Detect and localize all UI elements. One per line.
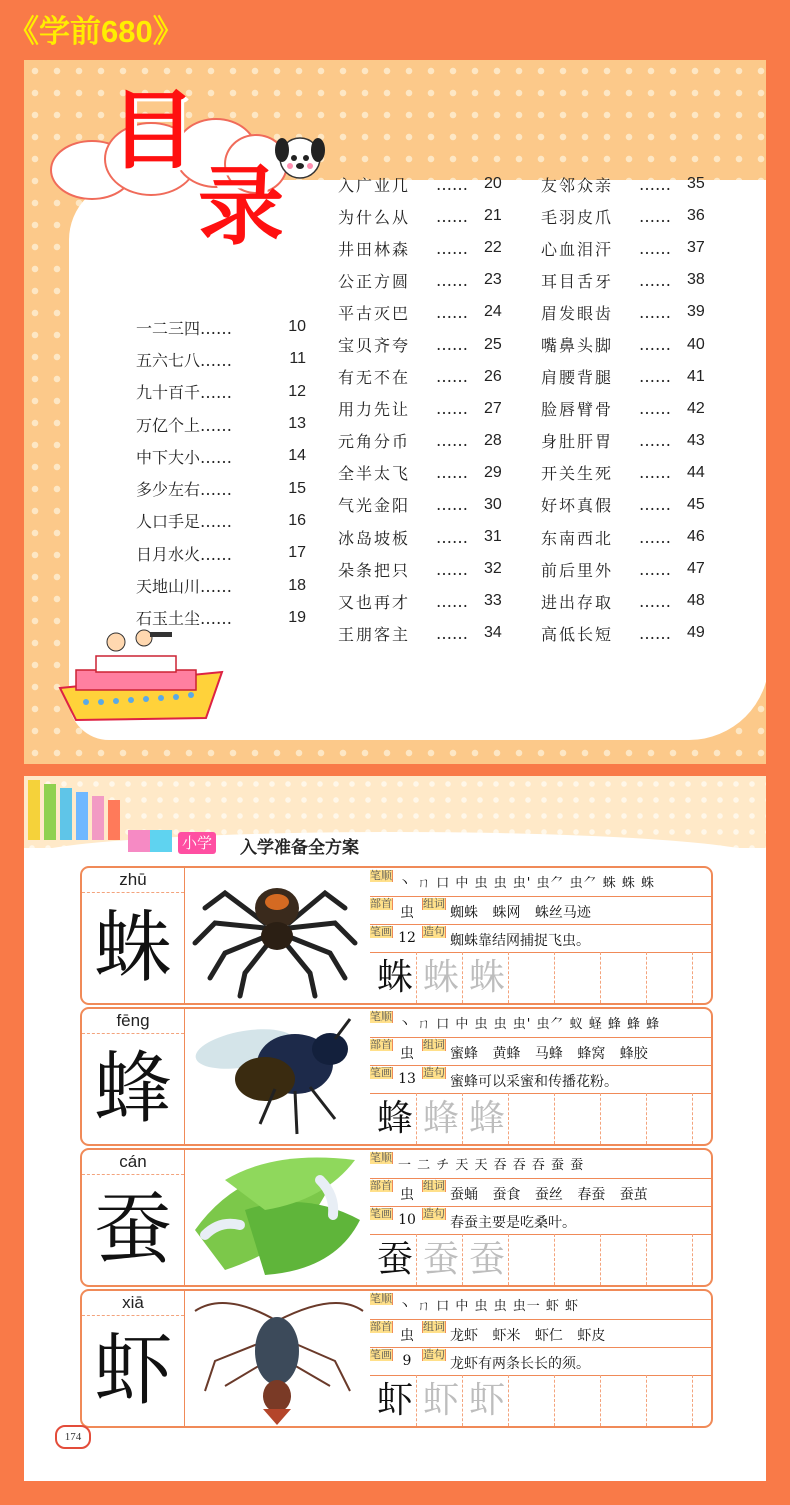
main-character: 蜂 (93, 1044, 172, 1134)
toc-entry-dots: …… (436, 591, 468, 611)
toc-entry-page: 47 (687, 560, 705, 578)
toc-entry-page: 12 (288, 382, 306, 400)
compose-words: 蜘蛛 蛛网 蛛丝马迹 (450, 905, 591, 921)
toc-entry[interactable] (541, 489, 711, 521)
toc-entry-title: 朵条把只 (338, 560, 411, 580)
character-card (80, 1148, 713, 1287)
toc-entry-page: 46 (687, 528, 705, 546)
toc-entry[interactable] (338, 617, 508, 649)
label-stroke-count: 笔画 (370, 1207, 392, 1220)
toc-entry-dots: …… (436, 527, 468, 547)
toc-entry-title: 宝贝齐夸 (338, 336, 411, 356)
practice-char-trace: 蜂 (468, 1098, 505, 1139)
toc-entry-title: 前后里外 (541, 560, 614, 580)
toc-entry-dots: …… (200, 480, 233, 500)
example-sentence: 蜘蛛靠结网捕捉飞虫。 (450, 933, 590, 949)
toc-entry-title: 日月水火 (136, 544, 201, 564)
toc-entry[interactable] (338, 264, 508, 296)
toc-heading (88, 81, 278, 257)
toc-entry-title: 入广业几 (338, 175, 411, 195)
toc-entry[interactable] (338, 393, 508, 425)
pinyin: xiā (82, 1291, 184, 1316)
toc-entry[interactable] (541, 168, 711, 200)
label-radical: 部首 (370, 897, 392, 910)
practice-char: 蛛 (376, 957, 413, 998)
toc-entry-page: 48 (687, 592, 705, 610)
toc-entry-title: 友邻众亲 (541, 175, 614, 195)
stroke-order: 丶 ㄇ 口 中 虫 虫 虫' 虫⺈ 虫⺈ 蛛 蛛 蛛 (398, 876, 656, 891)
toc-entry-title: 石玉土尘 (136, 609, 201, 629)
toc-entry[interactable] (541, 264, 711, 296)
example-sentence: 蜜蜂可以采蜜和传播花粉。 (450, 1074, 618, 1090)
toc-entry-page: 19 (288, 608, 306, 626)
toc-entry-title: 又也再才 (338, 592, 411, 612)
toc-entry-page: 39 (687, 303, 705, 321)
toc-entry-dots: …… (436, 399, 468, 419)
toc-entry-dots: …… (436, 431, 468, 451)
toc-entry[interactable] (136, 440, 306, 472)
toc-entry-page: 15 (288, 479, 306, 497)
toc-entry-title: 东南西北 (541, 528, 614, 548)
character-card (80, 866, 713, 1005)
toc-entry-dots: …… (200, 383, 233, 403)
toc-column-1 (136, 311, 306, 634)
radical-row (370, 896, 711, 925)
toc-entry-dots: …… (639, 174, 671, 194)
sentence-row (370, 1206, 711, 1235)
toc-entry[interactable] (136, 343, 306, 375)
practice-char-trace: 蛛 (468, 957, 505, 998)
label-make-sentence: 造句 (423, 925, 445, 938)
toc-entry[interactable] (136, 472, 306, 504)
sentence-row (370, 1065, 711, 1094)
toc-entry-dots: …… (200, 512, 233, 532)
toc-entry-title: 万亿个上 (136, 415, 201, 435)
label-radical: 部首 (370, 1320, 392, 1333)
toc-entry-page: 29 (484, 463, 502, 481)
toc-entry-title: 多少左右 (136, 480, 201, 500)
toc-entry-title: 脸唇臂骨 (541, 400, 614, 420)
toc-column-2 (338, 168, 508, 649)
toc-entry-page: 27 (484, 399, 502, 417)
toc-entry-title: 进出存取 (541, 592, 614, 612)
label-strokes: 笔顺 (370, 1151, 392, 1164)
toc-entry[interactable] (136, 408, 306, 440)
toc-entry-page: 31 (484, 528, 502, 546)
toc-entry[interactable] (136, 537, 306, 569)
label-strokes: 笔顺 (370, 869, 392, 882)
puppy-icon (272, 128, 328, 184)
toc-entry[interactable] (338, 489, 508, 521)
stroke-order-row (370, 868, 711, 897)
label-compose-words: 组词 (423, 897, 445, 910)
radical-row (370, 1319, 711, 1348)
toc-entry-title: 毛羽皮爪 (541, 207, 614, 227)
practice-char-trace: 蛛 (422, 957, 459, 998)
toc-entry-title: 人口手足 (136, 512, 201, 532)
toc-entry[interactable] (541, 328, 711, 360)
toc-entry-page: 33 (484, 592, 502, 610)
spider-image (185, 868, 369, 1003)
radical-value: 虫 (400, 905, 414, 921)
toc-entry-dots: …… (639, 367, 671, 387)
toc-entry[interactable] (338, 328, 508, 360)
toc-entry[interactable] (541, 585, 711, 617)
compose-words: 蜜蜂 黄蜂 马蜂 蜂窝 蜂胶 (450, 1046, 648, 1062)
pinyin: fēng (82, 1009, 184, 1034)
label-stroke-count: 笔画 (370, 1348, 392, 1361)
toc-entry-page: 26 (484, 367, 502, 385)
toc-entry-dots: …… (200, 577, 233, 597)
label-compose-words: 组词 (423, 1038, 445, 1051)
practice-char-trace: 虾 (468, 1380, 505, 1421)
toc-entry-dots: …… (639, 623, 671, 643)
bee-image (185, 1009, 369, 1144)
practice-char: 蜂 (376, 1098, 413, 1139)
character-card (80, 1007, 713, 1146)
toc-entry-page: 37 (687, 239, 705, 257)
stroke-order: 丶 ㄇ 口 中 虫 虫 虫一 虾 虾 (398, 1299, 580, 1314)
pinyin: zhū (82, 868, 184, 893)
lesson-subtitle: 入学准备全方案 (240, 838, 359, 858)
label-strokes: 笔顺 (370, 1292, 392, 1305)
toc-entry[interactable] (338, 521, 508, 553)
toc-entry[interactable] (541, 232, 711, 264)
lobster-image (185, 1291, 369, 1426)
stroke-order-row (370, 1009, 711, 1038)
practice-grid (370, 1234, 711, 1285)
toc-entry-dots: …… (436, 302, 468, 322)
label-make-sentence: 造句 (423, 1348, 445, 1361)
toc-entry-dots: …… (639, 399, 671, 419)
toc-entry-page: 43 (687, 431, 705, 449)
color-block (150, 830, 172, 852)
toc-entry-title: 身肚肝胃 (541, 432, 614, 452)
toc-entry[interactable] (338, 296, 508, 328)
xylophone-icon (24, 776, 124, 846)
toc-entry[interactable] (338, 168, 508, 200)
toc-heading-char: 目 (110, 81, 190, 181)
toc-entry-page: 20 (484, 175, 502, 193)
toc-entry-page: 40 (687, 335, 705, 353)
toc-entry-page: 28 (484, 431, 502, 449)
practice-char: 虾 (376, 1380, 413, 1421)
label-make-sentence: 造句 (423, 1066, 445, 1079)
silkworm-image (185, 1150, 369, 1285)
toc-entry-page: 30 (484, 495, 502, 513)
toc-entry-title: 心血泪汗 (541, 239, 614, 259)
toc-entry-page: 16 (288, 511, 306, 529)
label-radical: 部首 (370, 1179, 392, 1192)
radical-row (370, 1178, 711, 1207)
toc-entry[interactable] (541, 361, 711, 393)
label-make-sentence: 造句 (423, 1207, 445, 1220)
character-box (82, 868, 185, 1003)
practice-char-trace: 虾 (422, 1380, 459, 1421)
toc-entry-page: 25 (484, 335, 502, 353)
example-sentence: 龙虾有两条长长的须。 (450, 1356, 590, 1372)
toc-entry-page: 45 (687, 495, 705, 513)
radical-value: 虫 (400, 1328, 414, 1344)
toc-entry-dots: …… (639, 206, 671, 226)
character-card (80, 1289, 713, 1428)
practice-char-trace: 蜂 (422, 1098, 459, 1139)
toc-entry-title: 全半太飞 (338, 464, 411, 484)
toc-entry-dots: …… (200, 447, 233, 467)
toc-entry-page: 18 (288, 576, 306, 594)
toc-entry-page: 14 (288, 447, 306, 465)
character-box (82, 1009, 185, 1144)
sentence-row (370, 1347, 711, 1376)
toc-entry-dots: …… (436, 495, 468, 515)
toc-entry-dots: …… (200, 318, 233, 338)
toc-entry-dots: …… (436, 174, 468, 194)
toc-entry-page: 44 (687, 463, 705, 481)
pinyin: cán (82, 1150, 184, 1175)
toc-entry-dots: …… (639, 463, 671, 483)
label-stroke-count: 笔画 (370, 1066, 392, 1079)
character-info (370, 1291, 711, 1426)
toc-entry-title: 五六七八 (136, 350, 201, 370)
compose-words: 龙虾 虾米 虾仁 虾皮 (450, 1328, 606, 1344)
toc-entry-title: 一二三四 (136, 318, 201, 338)
label-compose-words: 组词 (423, 1320, 445, 1333)
toc-entry-page: 23 (484, 271, 502, 289)
stroke-order-row (370, 1291, 711, 1320)
toc-entry-title: 嘴鼻头脚 (541, 336, 614, 356)
toc-entry[interactable] (338, 585, 508, 617)
toc-entry-page: 22 (484, 239, 502, 257)
practice-char: 蚕 (376, 1239, 413, 1280)
header-bar (0, 0, 790, 56)
toc-entry-title: 九十百千 (136, 383, 201, 403)
toc-entry-title: 中下大小 (136, 447, 201, 467)
toc-entry[interactable] (541, 200, 711, 232)
stroke-count: 9 (402, 1353, 412, 1369)
toc-entry-dots: …… (639, 238, 671, 258)
practice-char-trace: 蚕 (468, 1239, 505, 1280)
label-stroke-count: 笔画 (370, 925, 392, 938)
toc-entry[interactable] (338, 553, 508, 585)
toc-entry-dots: …… (436, 367, 468, 387)
toc-entry-dots: …… (639, 335, 671, 355)
toc-entry[interactable] (136, 569, 306, 601)
example-sentence: 春蚕主要是吃桑叶。 (450, 1215, 576, 1231)
toc-entry-dots: …… (436, 270, 468, 290)
toc-entry-title: 耳目舌牙 (541, 271, 614, 291)
stroke-count: 13 (398, 1071, 416, 1087)
toc-entry[interactable] (541, 296, 711, 328)
toc-entry-dots: …… (200, 350, 233, 370)
toc-entry-page: 24 (484, 303, 502, 321)
toc-entry-title: 开关生死 (541, 464, 614, 484)
toc-entry-title: 为什么从 (338, 207, 411, 227)
main-character: 虾 (93, 1326, 172, 1416)
toc-entry-title: 平古灭巴 (338, 303, 411, 323)
toc-entry-page: 21 (484, 207, 502, 225)
toc-entry-page: 32 (484, 560, 502, 578)
toc-heading-char: 录 (198, 157, 278, 257)
toc-entry-page: 36 (687, 207, 705, 225)
toc-entry-title: 王朋客主 (338, 624, 411, 644)
label-radical: 部首 (370, 1038, 392, 1051)
toc-entry-title: 公正方圆 (338, 271, 411, 291)
compose-words: 蚕蛹 蚕食 蚕丝 春蚕 蚕茧 (450, 1187, 648, 1203)
toc-entry-dots: …… (639, 270, 671, 290)
toc-entry-page: 13 (288, 415, 306, 433)
toc-entry-title: 眉发眼齿 (541, 303, 614, 323)
toc-entry[interactable] (338, 232, 508, 264)
toc-entry-dots: …… (639, 527, 671, 547)
toc-entry[interactable] (136, 505, 306, 537)
toc-entry-dots: …… (436, 335, 468, 355)
toc-entry-page: 35 (687, 175, 705, 193)
toc-entry-page: 17 (288, 544, 306, 562)
main-character: 蛛 (93, 903, 172, 993)
color-block (128, 830, 150, 852)
toc-entry-dots: …… (639, 559, 671, 579)
toc-entry-title: 高低长短 (541, 624, 614, 644)
toc-entry[interactable] (338, 200, 508, 232)
practice-grid (370, 1375, 711, 1426)
toc-entry-title: 气光金阳 (338, 496, 411, 516)
stroke-count: 10 (398, 1212, 416, 1228)
toc-column-3 (541, 168, 711, 649)
toc-entry-page: 42 (687, 399, 705, 417)
stroke-order: 丶 ㄇ 口 中 虫 虫 虫' 虫⺈ 蚁 蛏 蜂 蜂 蜂 (398, 1017, 661, 1032)
toc-entry-title: 天地山川 (136, 577, 201, 597)
stroke-order: 一 二 チ 天 天 吞 吞 吞 蚕 蚕 (398, 1158, 585, 1173)
toc-entry[interactable] (541, 521, 711, 553)
toc-entry-page: 49 (687, 624, 705, 642)
radical-value: 虫 (400, 1046, 414, 1062)
character-info (370, 1009, 711, 1144)
toc-entry-dots: …… (436, 559, 468, 579)
toc-entry-title: 冰岛坡板 (338, 528, 411, 548)
toc-entry[interactable] (338, 425, 508, 457)
toc-entry-page: 11 (289, 350, 306, 368)
toc-entry-title: 好坏真假 (541, 496, 614, 516)
toc-entry-dots: …… (436, 463, 468, 483)
practice-char-trace: 蚕 (422, 1239, 459, 1280)
practice-grid (370, 1093, 711, 1144)
toc-entry-dots: …… (200, 415, 233, 435)
toc-entry-page: 38 (687, 271, 705, 289)
character-info (370, 868, 711, 1003)
school-badge: 小学 (178, 832, 216, 854)
character-box (82, 1291, 185, 1426)
book-title: 《学前680》 (8, 14, 184, 49)
toc-entry-dots: …… (200, 544, 233, 564)
radical-row (370, 1037, 711, 1066)
toc-entry-page: 34 (484, 624, 502, 642)
character-box (82, 1150, 185, 1285)
toc-entry-dots: …… (639, 591, 671, 611)
stroke-order-row (370, 1150, 711, 1179)
toc-entry-dots: …… (200, 609, 233, 629)
toc-entry[interactable] (541, 457, 711, 489)
toc-entry[interactable] (338, 361, 508, 393)
toc-entry-dots: …… (436, 206, 468, 226)
sentence-row (370, 924, 711, 953)
toc-entry-title: 井田林森 (338, 239, 411, 259)
toc-entry[interactable] (541, 553, 711, 585)
page-number: 174 (55, 1425, 91, 1449)
stroke-count: 12 (398, 930, 416, 946)
toc-entry-dots: …… (639, 302, 671, 322)
toc-entry-dots: …… (639, 495, 671, 515)
toc-entry-title: 元角分币 (338, 432, 411, 452)
toc-entry-title: 用力先让 (338, 400, 411, 420)
toc-entry-dots: …… (639, 431, 671, 451)
toc-entry-dots: …… (436, 623, 468, 643)
main-character: 蚕 (93, 1185, 172, 1275)
label-strokes: 笔顺 (370, 1010, 392, 1023)
toc-entry[interactable] (338, 457, 508, 489)
toc-entry-dots: …… (436, 238, 468, 258)
toc-entry[interactable] (541, 425, 711, 457)
toc-entry-title: 有无不在 (338, 368, 411, 388)
character-info (370, 1150, 711, 1285)
toc-entry[interactable] (541, 617, 711, 649)
toc-entry-page: 10 (288, 318, 306, 336)
practice-grid (370, 952, 711, 1003)
toc-entry[interactable] (136, 376, 306, 408)
toc-entry-title: 肩腰背腿 (541, 368, 614, 388)
toc-entry[interactable] (541, 393, 711, 425)
radical-value: 虫 (400, 1187, 414, 1203)
label-compose-words: 组词 (423, 1179, 445, 1192)
toc-entry[interactable] (136, 311, 306, 343)
toc-entry-page: 41 (687, 367, 705, 385)
ship-illustration (56, 620, 226, 730)
